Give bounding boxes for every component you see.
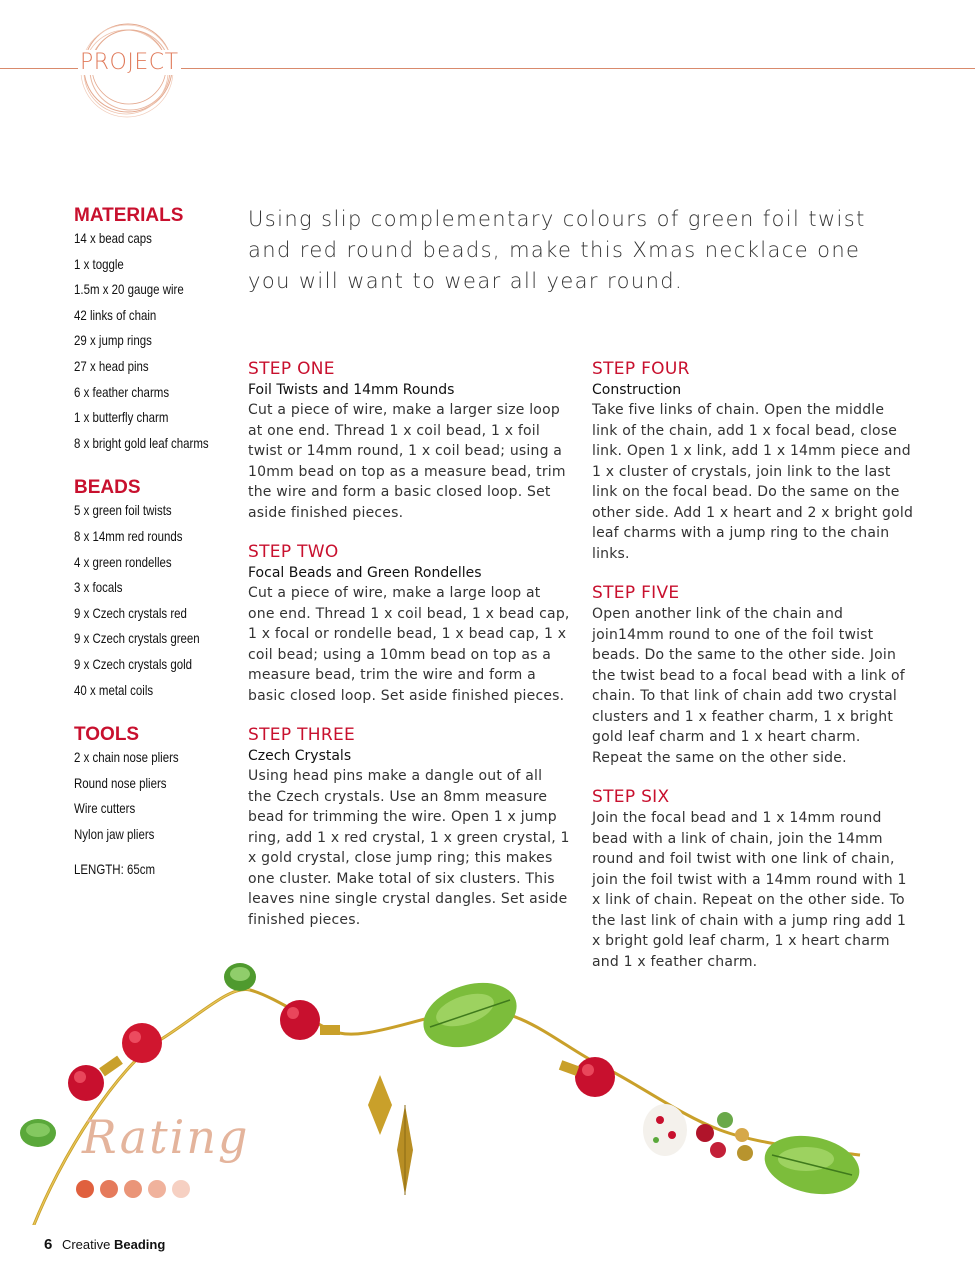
magazine-name-regular: Creative [61, 1237, 111, 1252]
section-title: PROJECT [80, 50, 179, 75]
step-body: Join the focal bead and 1 x 14mm round bead with a link of chain, join the 14mm round and foil twist with one link of chain, join the foil twist with a 14mm round with 1 x link of chain. Repeat on the other side. To the last link of chain with a jump ring add 1 x bright gold leaf charm, 1 x heart charm and 1 x feather charm. [592, 810, 907, 970]
intro-text: Using slip complementary colours of green foil twist and red round beads, make this Xmas necklace one you will want to wear all year round. [248, 207, 866, 293]
step-subheading: Czech Crystals [248, 748, 352, 764]
step-heading: STEP FOUR [592, 359, 690, 379]
step-heading: STEP SIX [592, 787, 670, 807]
list-item: Round nose pliers [74, 774, 167, 791]
tools-list [74, 745, 244, 847]
list-item: 1 x butterfly charm [74, 409, 169, 426]
list-item: 4 x green rondelles [74, 553, 172, 570]
step-three [248, 724, 570, 930]
rating-dot [100, 1180, 118, 1198]
list-item: 5 x green foil twists [74, 502, 172, 519]
step-two [248, 541, 570, 706]
step-body: Open another link of the chain and join14mm round to one of the foil twist beads. Do the same to the other side. Join the twist bead to a focal bead with a link of chain. To that link of chain add two crystal clusters and 1 x feather charm, 1 x bright gold leaf charm and 1 x heart charm. Repeat the same on the other side. [592, 606, 905, 766]
sidebar [74, 206, 244, 877]
tools-heading: TOOLS [74, 724, 140, 746]
list-item: 1.5m x 20 gauge wire [74, 281, 184, 298]
list-item: 9 x Czech crystals red [74, 604, 187, 621]
step-heading: STEP FIVE [592, 583, 680, 603]
list-item: 8 x bright gold leaf charms [74, 434, 209, 451]
materials-list [74, 226, 244, 456]
materials-section [74, 206, 244, 456]
step-body: Cut a piece of wire, make a large loop at one end. Thread 1 x coil bead, 1 x bead cap, 1 x focal or rondelle bead, 1 x bead cap, 1 x coil bead; using a 10mm bead on top as a measure bead, trim the wire and form a basic closed loop. Set aside finished pieces. [248, 585, 570, 704]
step-heading: STEP ONE [248, 359, 335, 379]
step-six [592, 786, 914, 972]
step-one [248, 358, 570, 523]
rating-dots [76, 1180, 190, 1198]
page-footer [44, 1236, 165, 1253]
beads-heading: BEADS [74, 477, 141, 499]
list-item: 42 links of chain [74, 306, 157, 323]
step-heading: STEP THREE [248, 725, 356, 745]
necklace-length: LENGTH: 65cm [74, 861, 156, 878]
list-item: 9 x Czech crystals gold [74, 655, 193, 672]
list-item: 8 x 14mm red rounds [74, 527, 183, 544]
list-item: 3 x focals [74, 579, 123, 596]
materials-heading: MATERIALS [74, 205, 184, 226]
magazine-name-bold: Beading [114, 1237, 166, 1252]
list-item: 14 x bead caps [74, 230, 152, 246]
steps-column-right [592, 358, 914, 990]
list-item: 2 x chain nose pliers [74, 749, 179, 766]
step-five [592, 582, 914, 768]
step-subheading: Construction [592, 382, 682, 398]
rating-dot [148, 1180, 166, 1198]
list-item: 6 x feather charms [74, 383, 170, 400]
step-subheading: Focal Beads and Green Rondelles [248, 565, 482, 581]
list-item: Nylon jaw pliers [74, 825, 155, 842]
step-four [592, 358, 914, 564]
beads-section [74, 478, 244, 703]
list-item: 9 x Czech crystals green [74, 630, 200, 647]
rating-dot [172, 1180, 190, 1198]
page-number: 6 [44, 1236, 53, 1253]
steps-column-left [248, 358, 570, 948]
list-item: 29 x jump rings [74, 332, 152, 349]
step-subheading: Foil Twists and 14mm Rounds [248, 382, 455, 398]
list-item: 40 x metal coils [74, 681, 154, 698]
step-body: Using head pins make a dangle out of all the Czech crystals. Use an 8mm measure bead for trimming the wire. Open 1 x jump ring, add 1 x red crystal, 1 x green crystal, 1 x gold crystal, close jump ring; this makes one cluster. Make total of six clusters. This leaves nine single crystal dangles. Set aside finished pieces. [248, 768, 570, 928]
list-item: 1 x toggle [74, 255, 124, 272]
list-item: Wire cutters [74, 800, 136, 817]
list-item: 27 x head pins [74, 357, 149, 374]
beads-list [74, 498, 244, 703]
step-body: Take five links of chain. Open the middle link of the chain, add 1 x focal bead, close link. Open 1 x link, add 1 x 14mm piece and 1 x cluster of crystals, join link to the last link on the focal bead. Do the same on the other side. Add 1 x heart and 2 x bright gold leaf charms with a jump ring to the chain links. [592, 402, 914, 562]
rating-dot [124, 1180, 142, 1198]
tools-section [74, 725, 244, 847]
step-heading: STEP TWO [248, 542, 339, 562]
step-body: Cut a piece of wire, make a larger size loop at one end. Thread 1 x coil bead, 1 x foil twist or 14mm round, 1 x coil bead; using a 10mm bead on top as a measure bead, trim the wire and form a basic closed loop. Set aside finished pieces. [248, 402, 566, 521]
rating-label: Rating [82, 1110, 250, 1164]
rating-dot [76, 1180, 94, 1198]
